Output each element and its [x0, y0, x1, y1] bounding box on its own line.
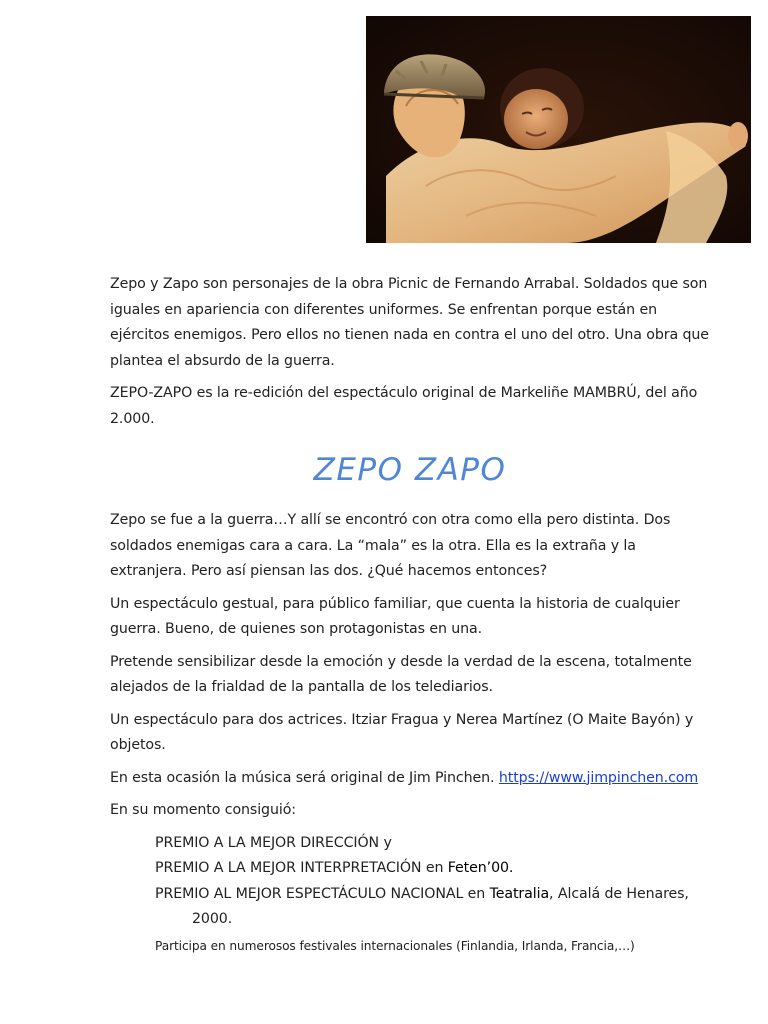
story-paragraph: Zepo se fue a la guerra…Y allí se encontró con otra como ella pero distinta. Dos soldados enemigas cara a cara. La “mala” es la otra. Ella es la extraña y la extranjera. Pero así piensan las dos. ¿Qué hacemos entonces? — [110, 512, 671, 579]
genre-paragraph: Un espectáculo gestual, para público familiar, que cuenta la historia de cualquier guerra. Bueno, de quienes son protagonistas en una. — [110, 595, 680, 637]
music-paragraph — [110, 766, 710, 792]
award-national-year: 2000. — [192, 911, 233, 927]
award-interpretation-festival: Feten’00. — [447, 860, 514, 876]
festivals-note: Participa en numerosos festivales internacionales (Finlandia, Irlanda, Francia,…) — [155, 938, 635, 953]
award-direction: PREMIO A LA MEJOR DIRECCIÓN y — [155, 834, 392, 851]
award-national — [110, 882, 710, 933]
award-national-text: PREMIO AL MEJOR ESPECTÁCULO NACIONAL en — [155, 885, 490, 902]
award-interpretation — [110, 856, 710, 882]
awards-intro: En su momento consiguió: — [110, 802, 296, 818]
awards-list — [110, 831, 710, 957]
music-text: En esta ocasión la música será original de Jim Pinchen. — [110, 769, 499, 786]
show-title: ZEPO ZAPO — [313, 452, 507, 488]
reedition-paragraph: ZEPO-ZAPO es la re-edición del espectáculo original de Markeliñe MAMBRÚ, del año 2.000. — [110, 385, 698, 427]
document-body — [110, 272, 710, 964]
award-national-place: , Alcalá de Henares, — [549, 885, 689, 902]
award-interpretation-text: PREMIO A LA MEJOR INTERPRETACIÓN en — [155, 860, 448, 876]
theatre-photo — [366, 16, 751, 243]
intro-paragraph: Zepo y Zapo son personajes de la obra Picnic de Fernando Arrabal. Soldados que son iguales en apariencia con diferentes uniformes. Se enfrentan porque están en ejércitos enemigos. Pero ellos no tienen nada en contra el uno del otro. Una obra que plantea el absurdo de la guerra. — [110, 276, 709, 369]
jimpinchen-link[interactable]: https://www.jimpinchen.com — [498, 769, 699, 786]
aim-paragraph: Pretende sensibilizar desde la emoción y desde la verdad de la escena, totalmente alejados de la frialdad de la pantalla de los telediarios. — [110, 653, 692, 695]
cast-paragraph: Un espectáculo para dos actrices. Itziar Fragua y Nerea Martínez (O Maite Bayón) y objetos. — [110, 711, 694, 753]
award-national-festival: Teatralia — [489, 885, 550, 902]
